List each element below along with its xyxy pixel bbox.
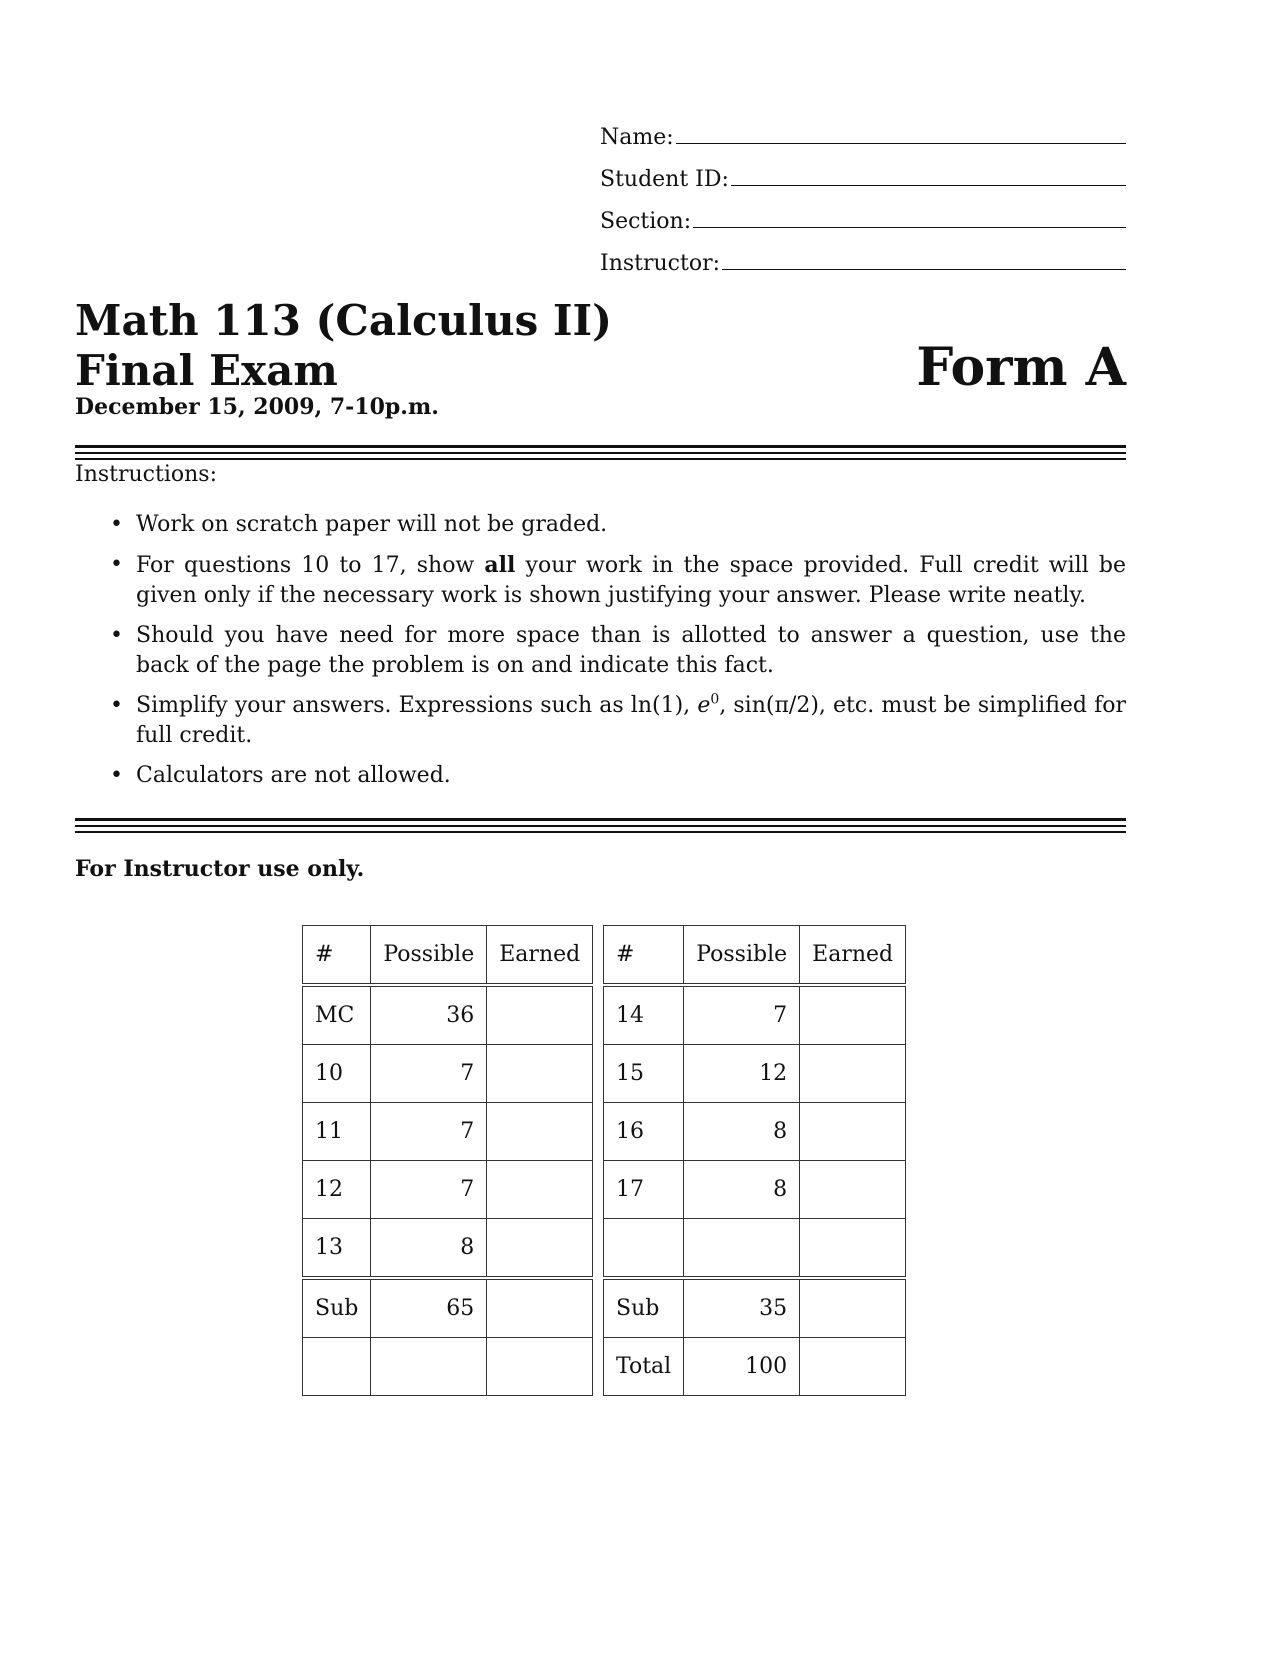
table-row: [303, 1338, 593, 1396]
section-field[interactable]: [693, 227, 1126, 228]
name-label: Name:: [600, 125, 674, 150]
score-table-left: [302, 925, 593, 1396]
divider-bottom: [75, 818, 1126, 837]
possible-cell: 7: [371, 1103, 487, 1161]
table-row: [303, 1045, 593, 1103]
table-row: [604, 1161, 906, 1219]
instructor-row: [600, 234, 1126, 276]
table-header-row: [604, 926, 906, 986]
possible-cell: 7: [371, 1045, 487, 1103]
earned-cell[interactable]: [487, 1338, 593, 1396]
table-row: [303, 985, 593, 1045]
instruction-item: • Should you have need for more space than is allotted to answer a question, use the back of the page the problem is on and indicate this fact.: [110, 623, 1126, 678]
divider-top: [75, 445, 1126, 464]
header-earned: Earned: [800, 926, 906, 986]
instruction-item: • Simplify your answers. Expressions such as ln(1), $e^0$, sin(π/2), etc. must be simplified for full credit.: [110, 691, 1127, 748]
name-field[interactable]: [676, 143, 1126, 144]
header-number: #: [303, 926, 371, 986]
question-cell: 12: [303, 1161, 371, 1219]
instructions-list: [110, 510, 1126, 801]
table-row: [604, 1045, 906, 1103]
earned-cell[interactable]: [800, 1278, 906, 1338]
instructor-field[interactable]: [722, 269, 1126, 270]
possible-cell: 35: [684, 1278, 800, 1338]
possible-cell: 12: [684, 1045, 800, 1103]
earned-cell[interactable]: [487, 1219, 593, 1279]
possible-cell: 7: [371, 1161, 487, 1219]
subtotal-row: [303, 1278, 593, 1338]
earned-cell[interactable]: [487, 1045, 593, 1103]
earned-cell[interactable]: [800, 1045, 906, 1103]
question-cell: MC: [303, 985, 371, 1045]
possible-cell: 8: [684, 1161, 800, 1219]
table-row: [604, 1219, 906, 1279]
subtotal-row: [604, 1278, 906, 1338]
bullet-icon: •: [110, 763, 123, 788]
possible-cell: 7: [684, 985, 800, 1045]
question-cell: 13: [303, 1219, 371, 1279]
earned-cell[interactable]: [487, 1161, 593, 1219]
table-row: [604, 985, 906, 1045]
header-earned: Earned: [487, 926, 593, 986]
question-cell: Total: [604, 1338, 684, 1396]
instruction-item: • For questions 10 to 17, show all your work in the space provided. Full credit will be given only if the necessary work is shown justifying your answer. Please write neatly.: [110, 552, 1126, 608]
possible-cell: 8: [371, 1219, 487, 1279]
instruction-item: • Work on scratch paper will not be graded.: [110, 510, 1126, 540]
question-cell: 16: [604, 1103, 684, 1161]
name-row: [600, 108, 1126, 150]
earned-cell[interactable]: [487, 1103, 593, 1161]
header-possible: Possible: [684, 926, 800, 986]
question-cell: 15: [604, 1045, 684, 1103]
table-row: [303, 1103, 593, 1161]
table-row: [604, 1103, 906, 1161]
score-table-right: [603, 925, 906, 1396]
course-title: Math 113 (Calculus II): [75, 296, 613, 345]
section-row: [600, 192, 1126, 234]
earned-cell[interactable]: [800, 985, 906, 1045]
instructor-use-heading: For Instructor use only.: [75, 856, 365, 882]
question-cell: Sub: [303, 1278, 371, 1338]
bullet-icon: •: [110, 693, 123, 718]
exam-date: December 15, 2009, 7-10p.m.: [75, 394, 439, 420]
possible-cell: 100: [684, 1338, 800, 1396]
instructions-label: Instructions:: [75, 462, 217, 487]
form-label: Form A: [916, 337, 1126, 398]
earned-cell[interactable]: [487, 1278, 593, 1338]
question-cell: [303, 1338, 371, 1396]
table-row: [303, 1161, 593, 1219]
earned-cell[interactable]: [800, 1338, 906, 1396]
student-id-row: [600, 150, 1126, 192]
question-cell: Sub: [604, 1278, 684, 1338]
student-id-label: Student ID:: [600, 167, 729, 192]
question-cell: 17: [604, 1161, 684, 1219]
question-cell: 10: [303, 1045, 371, 1103]
possible-cell: 36: [371, 985, 487, 1045]
possible-cell: 65: [371, 1278, 487, 1338]
bullet-icon: •: [110, 552, 123, 577]
earned-cell[interactable]: [800, 1103, 906, 1161]
possible-cell: [371, 1338, 487, 1396]
table-header-row: [303, 926, 593, 986]
table-row: [303, 1219, 593, 1279]
question-cell: 14: [604, 985, 684, 1045]
header-possible: Possible: [371, 926, 487, 986]
section-label: Section:: [600, 209, 692, 234]
question-cell: 11: [303, 1103, 371, 1161]
question-cell: [604, 1219, 684, 1279]
total-row: [604, 1338, 906, 1396]
possible-cell: [684, 1219, 800, 1279]
bullet-icon: •: [110, 623, 123, 648]
possible-cell: 8: [684, 1103, 800, 1161]
student-info-block: [600, 108, 1126, 276]
exam-title: Final Exam: [75, 346, 338, 395]
earned-cell[interactable]: [800, 1219, 906, 1279]
student-id-field[interactable]: [731, 185, 1126, 186]
header-number: #: [604, 926, 684, 986]
instructor-label: Instructor:: [600, 251, 721, 276]
earned-cell[interactable]: [487, 985, 593, 1045]
earned-cell[interactable]: [800, 1161, 906, 1219]
bullet-icon: •: [110, 512, 123, 537]
instruction-item: • Calculators are not allowed.: [110, 761, 1126, 791]
